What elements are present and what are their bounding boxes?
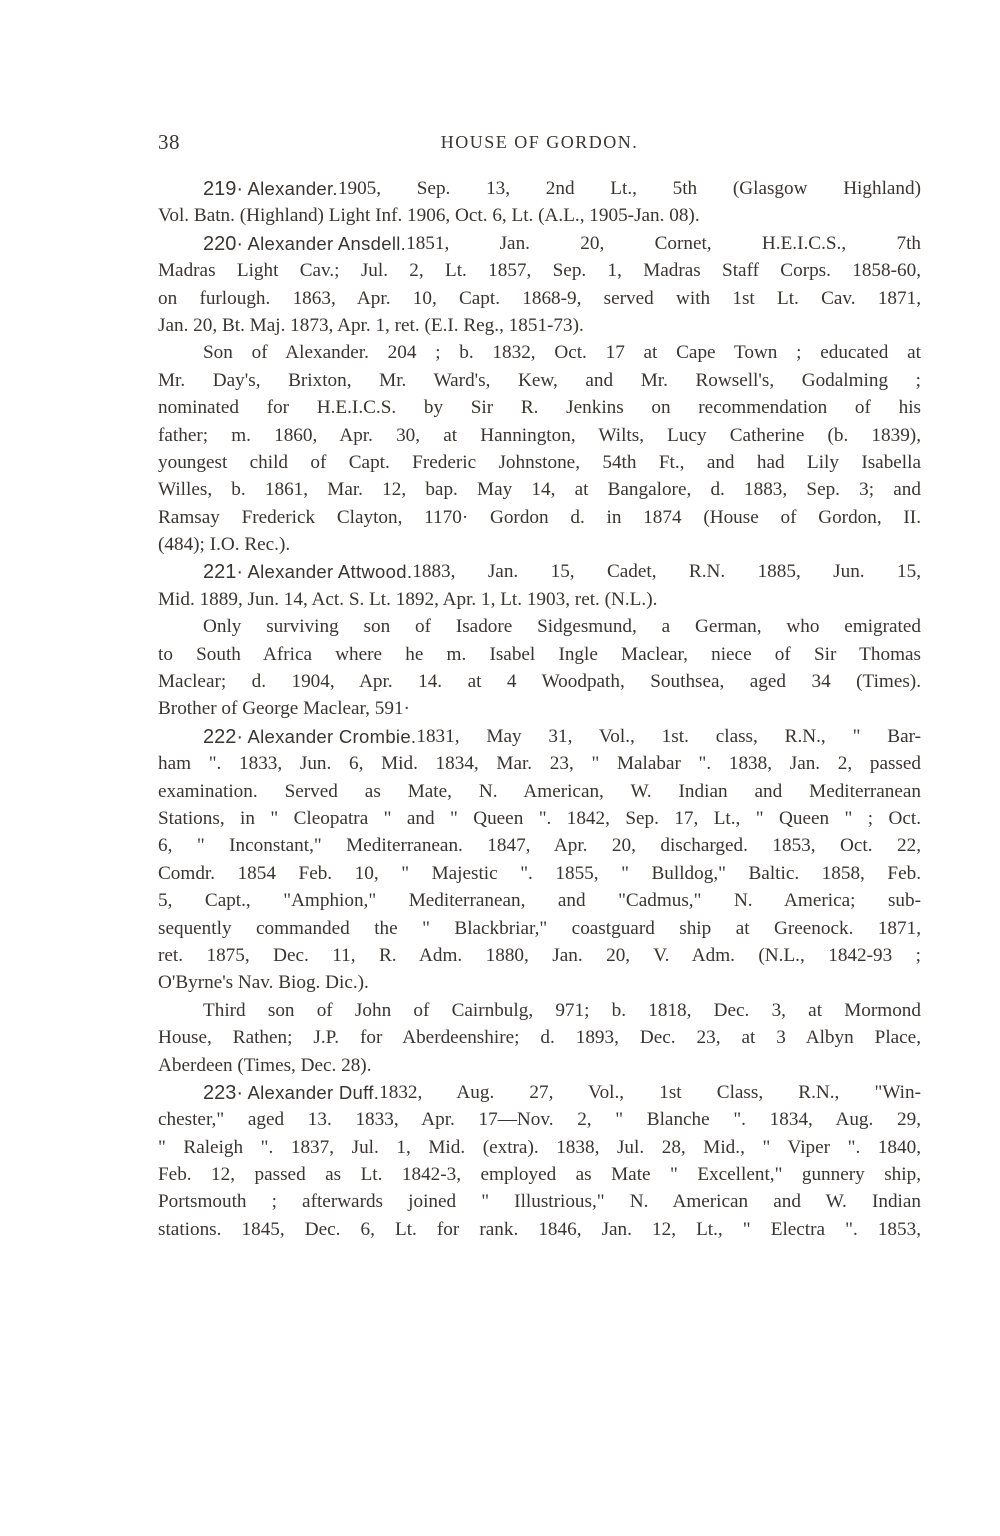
- entry-text: Son of Alexander. 204 ; b. 1832, Oct. 17 at Cape Town ; educated at: [203, 342, 921, 364]
- text-line: [158, 367, 921, 394]
- entry-number: 220·: [203, 232, 244, 255]
- text-line: [158, 723, 921, 750]
- entry-text: Portsmouth ; afterwards joined " Illustrious," N. American and W. Indian: [158, 1191, 921, 1213]
- text-line: [158, 1216, 921, 1243]
- text-line: [158, 230, 921, 257]
- text-line: [158, 476, 921, 503]
- entry-text: Willes, b. 1861, Mar. 12, bap. May 14, at Bangalore, d. 1883, Sep. 3; and: [158, 479, 921, 501]
- text-line: [158, 586, 921, 613]
- entry: [158, 723, 921, 1079]
- text-line: [158, 832, 921, 859]
- text-line: [158, 1134, 921, 1161]
- entry-text: chester," aged 13. 1833, Apr. 17—Nov. 2, " Blanche ". 1834, Aug. 29,: [158, 1109, 921, 1131]
- entry-text: 1831, May 31, Vol., 1st. class, R.N., " Bar-: [416, 725, 921, 747]
- text-line: [158, 1024, 921, 1051]
- entry-text: Only surviving son of Isadore Sidgesmund, a German, who emigrated: [203, 616, 921, 638]
- text-line: [158, 778, 921, 805]
- entry-text: House, Rathen; J.P. for Aberdeenshire; d. 1893, Dec. 23, at 3 Albyn Place,: [158, 1027, 921, 1049]
- entry-text: ret. 1875, Dec. 11, R. Adm. 1880, Jan. 20, V. Adm. (N.L., 1842-93 ;: [158, 944, 921, 966]
- text-line: [158, 339, 921, 366]
- entry-number: 222·: [203, 725, 244, 748]
- entry-text: stations. 1845, Dec. 6, Lt. for rank. 1846, Jan. 12, Lt., " Electra ". 1853,: [158, 1218, 921, 1240]
- entry-text: 1883, Jan. 15, Cadet, R.N. 1885, Jun. 15,: [412, 561, 921, 583]
- entry-text: Third son of John of Cairnbulg, 971; b. 1818, Dec. 3, at Mormond: [203, 999, 921, 1021]
- text-line: [158, 997, 921, 1024]
- entry-text: examination. Served as Mate, N. American, W. Indian and Mediterranean: [158, 780, 921, 802]
- entry: [158, 1079, 921, 1243]
- text-line: [158, 969, 921, 996]
- text-line: [158, 668, 921, 695]
- entry-text: " Raleigh ". 1837, Jul. 1, Mid. (extra). 1838, Jul. 28, Mid., " Viper ". 1840,: [158, 1136, 921, 1158]
- text-line: [158, 1161, 921, 1188]
- entry-text: Aberdeen (Times, Dec. 28).: [158, 1054, 372, 1076]
- entry-text: ham ". 1833, Jun. 6, Mid. 1834, Mar. 23, " Malabar ". 1838, Jan. 2, passed: [158, 753, 921, 775]
- text-line: [158, 202, 921, 229]
- entry-text: Brother of George Maclear, 591·: [158, 698, 410, 720]
- entry-text: Ramsay Frederick Clayton, 1170· Gordon d. in 1874 (House of Gordon, II.: [158, 506, 921, 528]
- entry-name: Alexander Ansdell.: [243, 232, 407, 254]
- text-line: [158, 531, 921, 558]
- entry-text: Madras Light Cav.; Jul. 2, Lt. 1857, Sep. 1, Madras Staff Corps. 1858-60,: [158, 260, 921, 282]
- text-line: [158, 613, 921, 640]
- text-line: [158, 695, 921, 722]
- entry-name: Alexander Crombie.: [243, 725, 417, 747]
- entry-number: 221·: [203, 561, 244, 584]
- text-line: [158, 1188, 921, 1215]
- text-line: [158, 394, 921, 421]
- text-line: [158, 750, 921, 777]
- text-line: [158, 175, 921, 202]
- entry-text: Maclear; d. 1904, Apr. 14. at 4 Woodpath, Southsea, aged 34 (Times).: [158, 671, 921, 693]
- text-line: [158, 915, 921, 942]
- entry-text: Jan. 20, Bt. Maj. 1873, Apr. 1, ret. (E.I. Reg., 1851-73).: [158, 314, 584, 336]
- text-line: [158, 285, 921, 312]
- entry-name: Alexander.: [243, 178, 338, 199]
- text-line: [158, 504, 921, 531]
- text-line: [158, 1079, 921, 1106]
- entry-text: O'Byrne's Nav. Biog. Dic.).: [158, 972, 369, 994]
- entry-text: 5, Capt., "Amphion," Mediterranean, and "Cadmus," N. America; sub-: [158, 890, 921, 912]
- text-line: [158, 1052, 921, 1079]
- page-header: [158, 130, 921, 160]
- entry-number: 223·: [203, 1081, 244, 1104]
- entry-text: Comdr. 1854 Feb. 10, " Majestic ". 1855, " Bulldog," Baltic. 1858, Feb.: [158, 862, 921, 884]
- entry: [158, 230, 921, 559]
- entry-text: Feb. 12, passed as Lt. 1842-3, employed as Mate " Excellent," gunnery ship,: [158, 1164, 921, 1186]
- text-line: [158, 558, 921, 585]
- text-line: [158, 805, 921, 832]
- entry-text: nominated for H.E.I.C.S. by Sir R. Jenkins on recommendation of his: [158, 397, 921, 419]
- text-line: [158, 942, 921, 969]
- text-line: [158, 641, 921, 668]
- entry-text: on furlough. 1863, Apr. 10, Capt. 1868-9, served with 1st Lt. Cav. 1871,: [158, 287, 921, 309]
- entry-text: 6, " Inconstant," Mediterranean. 1847, Apr. 20, discharged. 1853, Oct. 22,: [158, 835, 921, 857]
- entries-body: [158, 175, 921, 1243]
- entry-number: 219·: [203, 178, 244, 200]
- entry-text: father; m. 1860, Apr. 30, at Hannington, Wilts, Lucy Catherine (b. 1839),: [158, 424, 921, 446]
- text-line: [158, 860, 921, 887]
- entry-text: to South Africa where he m. Isabel Ingle Maclear, niece of Sir Thomas: [158, 643, 921, 665]
- entry-text: 1905, Sep. 13, 2nd Lt., 5th (Glasgow Highland): [337, 178, 921, 199]
- entry-text: Vol. Batn. (Highland) Light Inf. 1906, Oct. 6, Lt. (A.L., 1905-Jan. 08).: [158, 205, 700, 227]
- entry-name: Alexander Duff.: [243, 1081, 380, 1103]
- entry-text: youngest child of Capt. Frederic Johnstone, 54th Ft., and had Lily Isabella: [158, 451, 921, 473]
- entry-text: Mr. Day's, Brixton, Mr. Ward's, Kew, and Mr. Rowsell's, Godalming ;: [158, 369, 921, 391]
- entry-text: 1832, Aug. 27, Vol., 1st Class, R.N., "Win-: [379, 1081, 921, 1103]
- text-line: [158, 257, 921, 284]
- text-line: [158, 312, 921, 339]
- entry-text: sequently commanded the " Blackbriar," coastguard ship at Greenock. 1871,: [158, 917, 921, 939]
- entry-text: (484); I.O. Rec.).: [158, 534, 291, 556]
- text-line: [158, 422, 921, 449]
- running-head: HOUSE OF GORDON.: [440, 132, 639, 152]
- entry-name: Alexander Attwood.: [243, 561, 413, 583]
- text-line: [158, 1106, 921, 1133]
- entry-text: Stations, in " Cleopatra " and " Queen ". 1842, Sep. 17, Lt., " Queen " ; Oct.: [158, 807, 921, 829]
- entry: [158, 175, 921, 230]
- entry-text: Mid. 1889, Jun. 14, Act. S. Lt. 1892, Apr. 1, Lt. 1903, ret. (N.L.).: [158, 588, 658, 610]
- page-number: 38: [158, 130, 180, 154]
- entry-text: 1851, Jan. 20, Cornet, H.E.I.C.S., 7th: [406, 232, 921, 254]
- entry: [158, 558, 921, 722]
- text-line: [158, 887, 921, 914]
- text-line: [158, 449, 921, 476]
